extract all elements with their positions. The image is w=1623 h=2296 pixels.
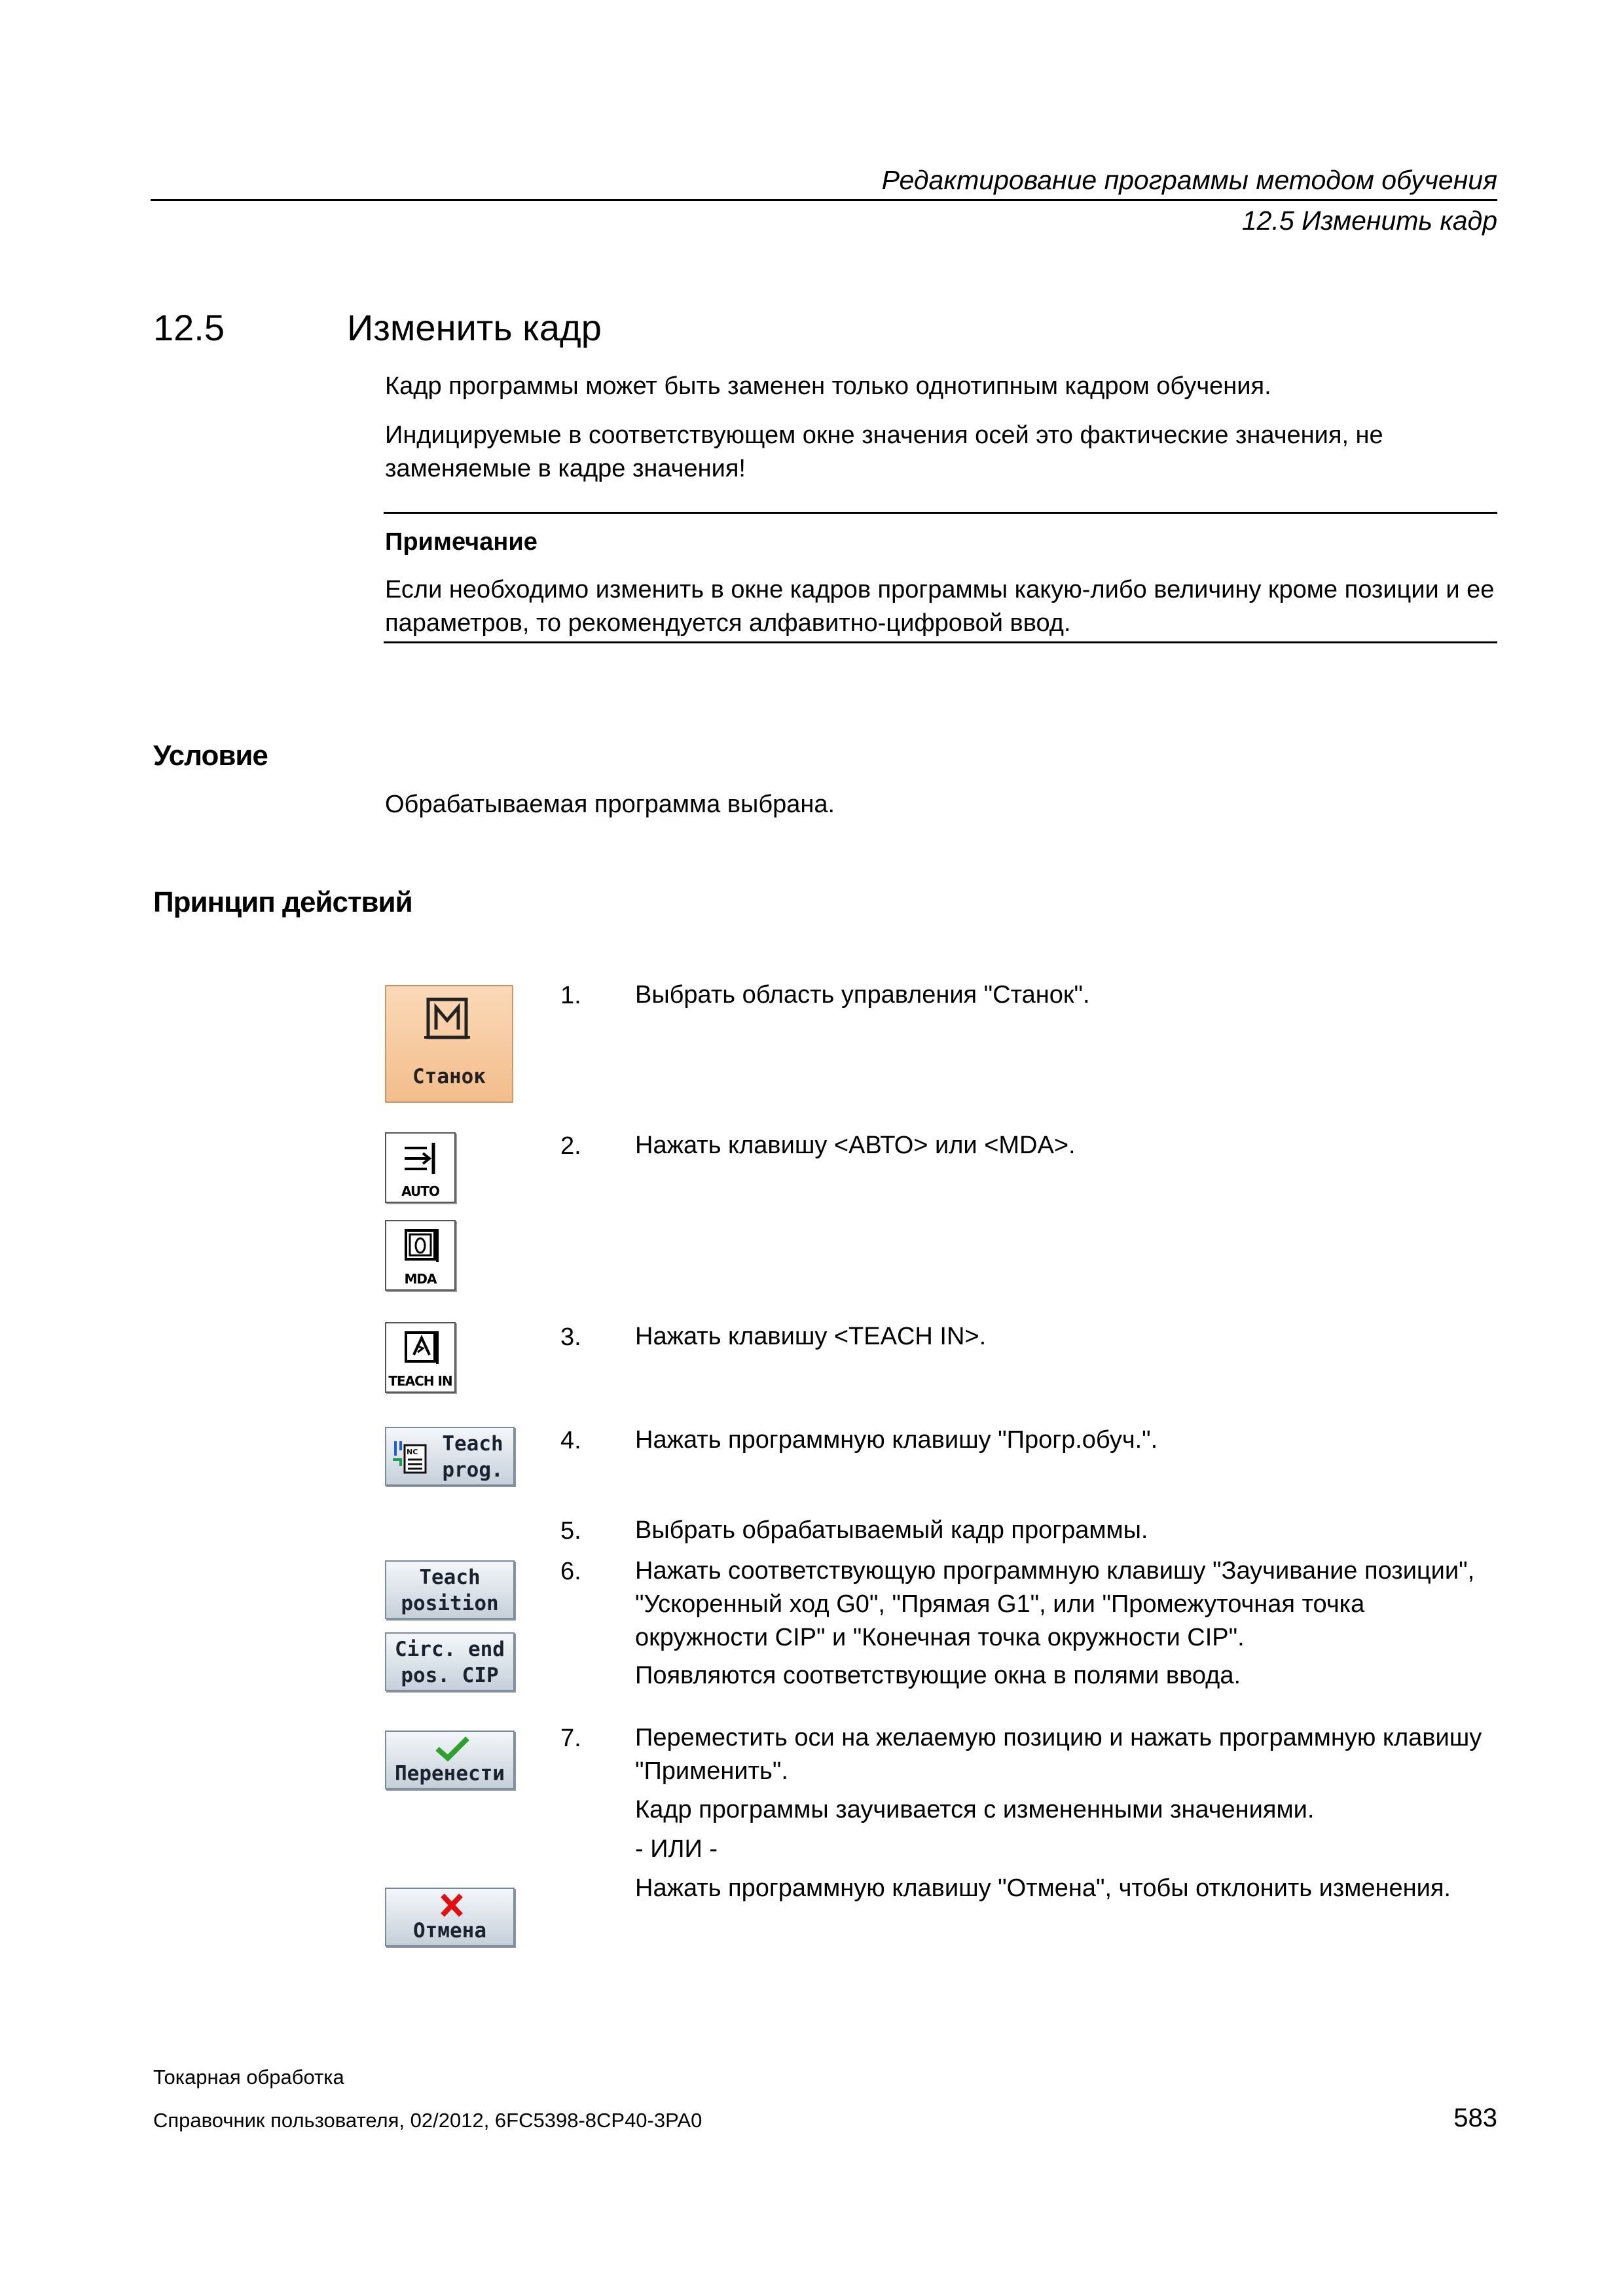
step-7-result: Кадр программы заучивается с измененными значениями. bbox=[635, 1796, 1315, 1823]
accept-softkey[interactable] bbox=[385, 1731, 515, 1789]
cancel-softkey[interactable] bbox=[385, 1888, 515, 1946]
step-text: Выбрать область управления "Станок". bbox=[635, 981, 1090, 1009]
auto-key-label: AUTO bbox=[401, 1183, 439, 1199]
running-header-section: 12.5 Изменить кадр bbox=[1241, 206, 1497, 236]
step-number: 1. bbox=[560, 982, 581, 1009]
cross-icon bbox=[439, 1893, 465, 1918]
teach-prog-softkey[interactable] bbox=[385, 1427, 515, 1486]
cancel-label: Отмена bbox=[413, 1919, 486, 1943]
step-text: Нажать клавишу <АВТО> или <MDA>. bbox=[635, 1132, 1076, 1159]
footer-manual-info: Справочник пользователя, 02/2012, 6FC5398-8CP40-3PA0 bbox=[153, 2109, 702, 2132]
circ-end-label-2: pos. CIP bbox=[401, 1664, 499, 1687]
circ-end-pos-cip-softkey[interactable] bbox=[385, 1632, 515, 1691]
teach-in-icon bbox=[401, 1329, 443, 1369]
intro-paragraph-2: Индицируемые в соответствующем окне значения осей это фактические значения, не заменяемые в кадре значения! bbox=[385, 422, 1383, 482]
step-number: 7. bbox=[560, 1725, 581, 1752]
step-number: 4. bbox=[560, 1427, 581, 1454]
circ-end-label-1: Circ. end bbox=[395, 1638, 505, 1661]
intro-paragraph-1: Кадр программы может быть заменен только однотипным кадром обучения. bbox=[385, 372, 1271, 400]
step-number: 5. bbox=[560, 1517, 581, 1545]
condition-heading: Условие bbox=[153, 740, 268, 772]
section-number: 12.5 bbox=[153, 307, 225, 348]
step-text: Нажать клавишу <TEACH IN>. bbox=[635, 1323, 987, 1350]
auto-key[interactable] bbox=[385, 1132, 456, 1203]
teach-position-softkey[interactable] bbox=[385, 1560, 515, 1619]
mda-key-label: MDA bbox=[404, 1271, 437, 1287]
note-title: Примечание bbox=[385, 528, 538, 556]
svg-text:NC: NC bbox=[407, 1448, 418, 1456]
running-header-chapter: Редактирование программы методом обучения bbox=[881, 165, 1497, 195]
section-title: Изменить кадр bbox=[347, 307, 602, 348]
step-text: Нажать соответствующую программную клавишу "Заучивание позиции", "Ускоренный ход G0", "Прямая G1", или "Промежуточная точка окружности CIP" и "Конечная точка окружности CIP". bbox=[635, 1557, 1475, 1651]
cancel-instruction: Нажать программную клавишу "Отмена", чтобы отклонить изменения. bbox=[635, 1874, 1451, 1902]
step-text: Переместить оси на желаемую позицию и нажать программную клавишу "Применить". bbox=[635, 1724, 1482, 1785]
condition-text: Обрабатываемая программа выбрана. bbox=[385, 791, 835, 818]
machine-m-icon bbox=[424, 996, 470, 1041]
step-6-result: Появляются соответствующие окна в полями ввода. bbox=[635, 1662, 1241, 1689]
teach-prog-label-1: Teach bbox=[442, 1432, 503, 1456]
note-text: Если необходимо изменить в окне кадров программы какую-либо величину кроме позиции и ее параметров, то рекомендуется алфавитно-цифровой ввод. bbox=[385, 576, 1495, 637]
note-bottom-rule bbox=[384, 641, 1497, 643]
teach-in-key-label: TEACH IN bbox=[388, 1373, 452, 1389]
auto-arrow-icon bbox=[401, 1139, 443, 1179]
header-rule bbox=[151, 199, 1497, 201]
machine-button-label: Станок bbox=[412, 1065, 486, 1088]
footer-product: Токарная обработка bbox=[153, 2066, 344, 2089]
step-number: 2. bbox=[560, 1132, 581, 1160]
step-text: Выбрать обрабатываемый кадр программы. bbox=[635, 1516, 1148, 1544]
or-separator: - ИЛИ - bbox=[635, 1835, 718, 1863]
procedure-heading: Принцип действий bbox=[153, 886, 412, 918]
teach-in-key[interactable] bbox=[385, 1322, 456, 1393]
step-text: Нажать программную клавишу "Прогр.обуч.". bbox=[635, 1426, 1158, 1454]
step-number: 6. bbox=[560, 1558, 581, 1585]
machine-area-button[interactable] bbox=[385, 985, 513, 1103]
nc-program-icon bbox=[389, 1436, 431, 1478]
teach-prog-label-2: prog. bbox=[442, 1458, 503, 1482]
note-top-rule bbox=[384, 512, 1497, 514]
step-number: 3. bbox=[560, 1323, 581, 1351]
checkmark-icon bbox=[435, 1736, 470, 1762]
page-number: 583 bbox=[1453, 2104, 1497, 2132]
teach-position-label-2: position bbox=[401, 1592, 499, 1615]
mda-key[interactable] bbox=[385, 1220, 456, 1291]
teach-position-label-1: Teach bbox=[419, 1566, 481, 1589]
mda-hand-icon bbox=[401, 1227, 443, 1267]
accept-label: Перенести bbox=[395, 1762, 505, 1785]
